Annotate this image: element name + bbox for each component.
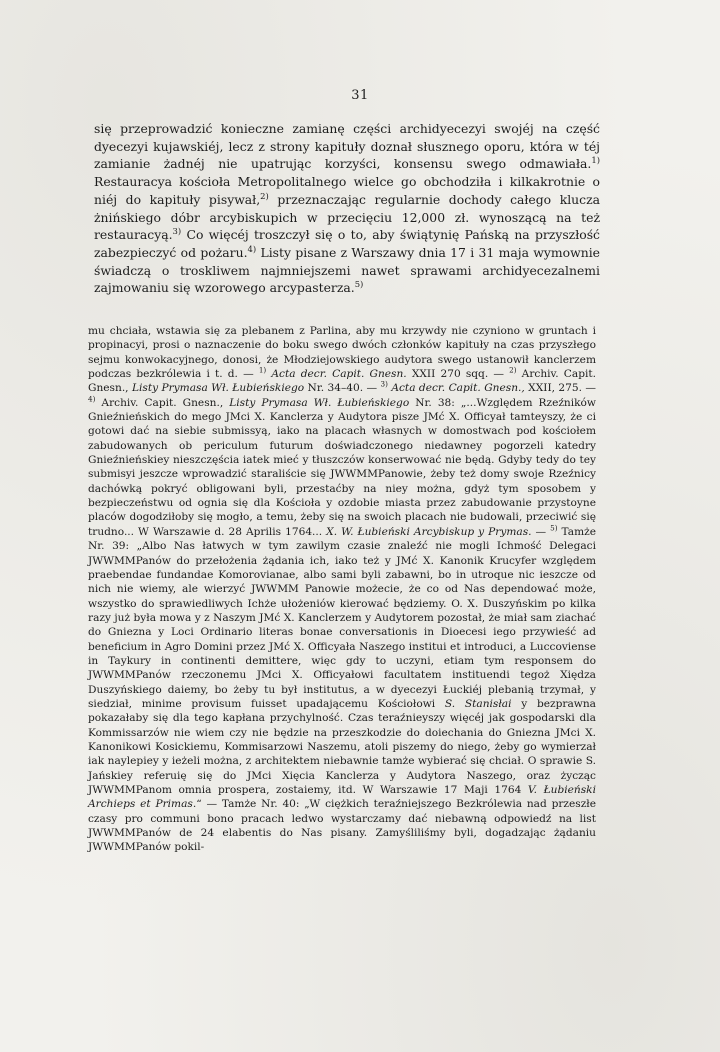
footnote-text: —: [531, 525, 551, 538]
footnote-text: Nr. 34–40. —: [304, 382, 381, 395]
footnote-text: Archiv. Capit. Gnesn.,: [88, 368, 597, 395]
footnote-continuation: mu chciała, wstawia się za plebanem z Parlina, aby mu krzywdy nie czyniono w gruntach i propinacyi, prosi o naznaczenie do boku swego dwóch członków kapituły na czas przyszłego sejmu konwokacyjnego, donosi, że Młodziejowskiego audytora swego ustanowił kanclerzem podczas bezkrólewia i t. d. —: [88, 325, 596, 381]
main-sentence-5: Listy pisane z Warszawy dnia 17 i 31 maja wymownie świadczą o troskliwem najmniejszemi nawet sprawami archidyecezalnemi zajmowaniu się wzorowego arcypasterza.: [94, 244, 600, 296]
footnote-quote: Nr. 38: „...Względem Rzeźników Gnieźnieńskich do mego JMci X. Kanclerza y Audytora pisze JMć X. Officyał tamteyszy, że ci gotowi dać na siebie submissyą, iako na placach własnych w domostwach pod kościołem zabudowanych ob periculum futurum doświadczonego niedawney pogorzeli katedry Gnieźnieńskiey nieszczęścia iatek mieć y tłuszczów konserwować nie będą. Gdyby tedy do tey submisyi jeszcze wprowadzić staraliście się JWWMMPanowie, żeby też domy swoje Rzeźnicy dachówką pokryć obligowani byli, przestaćby na niey można, gdyż tym sposobem y bezpieczeństwu od ognia się dla Kościoła y ozdobie miasta przez zabudowanie przystoyne placów dogodziłoby się mogło, a temu, żeby się na swoich placach nie budowali, przeciwić się trudno... W Warszawie d. 28 Aprilis 1764...: [88, 396, 597, 538]
page-number: 31: [351, 88, 369, 103]
footnote-citation: Acta decr. Capit. Gnesn.: [266, 368, 407, 381]
footnote-ref-5: 5): [354, 279, 364, 290]
footnote-marker-5: 5): [550, 523, 558, 533]
footnote-quote: Tamże Nr. 39: „Albo Nas łatwych w tym zawilym czasie znaleźć nie mogli Ichmość Delegaci JWWMMPanów do przełożenia żądania ich, iako też y JMć X. Kanonik Krucyfer względem praebendae fundandae Komorovianae, albo sami byli zabawni, bo in utroque nic ieszcze od nich nie wiemy, ale wierzyć JWWMM Panowie możecie, że co od Nas dependować może, wszystko do sprawiedliwych Ichże ułożeniów kierować będziemy. O. X. Duszyńskim po kilka razy już była mowa y z Naszym JMć X. Kanclerzem y Audytorem pozostał, że miał sam ziachać do Gniezna y Loci Ordinario literas bonae conversationis in Dioecesi iego przywieść ad beneficium in Agro Domini przez JMć X. Officyała Naszego institui et introduci, a Luccoviense in Taykury in continenti demittere, więc gdy to uczyni, etiam tym responsem do JWWMMPanów rzeczonemu JMci X. Officyałowi facultatem instituendi tegoż Xiędza Duszyńskiego daiemy, bo żeby tu był institutus, a w dyecezyi Łuckiéj plebanią trzymał, y siedział, minime provisum fuisset upadającemu Kościołowi: [88, 525, 596, 710]
footnote-citation: Acta decr. Capit. Gnesn.,: [387, 382, 525, 395]
footnote-text: XXII 270 sqq. —: [406, 368, 510, 381]
footnote-citation: Listy Prymasa Wł. Łubieńskiego: [229, 396, 410, 409]
footnote-citation: Listy Prymasa Wł. Łubieńskiego: [131, 382, 305, 395]
footnote-ref-1: 1): [591, 155, 600, 166]
main-sentence-4: Co więcéj troszczył się o to, aby świątynię Pańską na przyszłość zabezpieczyć od pożaru.: [94, 227, 600, 260]
footnote-quote: y bezprawna pokazałaby się dla tego kapłana przychylność. Czas teraźnieyszy więcéj jak gospodarski dla Kommissarzów nie wiem czy nie będzie na przeszkodzie do doiechania do Gniezna JMci X. Kanonikowi Kosickiemu, Kommisarzowi Naszemu, atoli piszemy do niego, żeby go wymierzał iak naylepiey y ieżeli można, z architektem niebawnie tamże wybierać się chciał. O sprawie S. Jańskiey referuię się do JMci Xięcia Kanclerza y Audytora Naszego, oraz życząc JWWMMPanom omnia prospera, zostaiemy, itd. W Warszawie 17 Maji 1764: [88, 697, 596, 796]
footnote-marker-2: 2): [509, 365, 517, 375]
footnote-signature: V. Łubieński Archieps et Primas.: [88, 784, 596, 811]
footnote-text: Archiv. Capit. Gnesn.,: [95, 396, 230, 409]
footnote-citation: S. Stanisłai: [444, 697, 512, 710]
footnote-ref-2: 2): [260, 190, 269, 201]
footnotes-block: [88, 324, 596, 855]
footnote-ref-4: 4): [247, 243, 257, 254]
footnote-text: XXII, 275. —: [524, 382, 597, 395]
footnote-marker-4: 4): [88, 394, 96, 404]
footnote-marker-3: 3): [380, 379, 388, 389]
footnote-marker-1: 1): [258, 365, 267, 375]
main-sentence-3: przeznaczając regularnie dochody całego klucza żnińskiego dóbr arcybiskupich w przecięciu 12,000 zł. wynoszącą na też restauracyą.: [94, 191, 600, 243]
main-sentence-1: się przeprowadzić konieczne zamianę części archidyecezyi swojéj na część dyecezyi kujawskiéj, lecz z strony kapituły doznał słusznego oporu, która w téj zamianie żadnéj nie upatrując korzyści, konsensu swego odmawiała.: [94, 121, 600, 172]
footnote-quote: “ — Tamże Nr. 40: „W ciężkich teraźniejszego Bezkrólewia nad przeszłe czasy pro communi bono pracach ledwo wystarczamy dać niebawną odpowiedź na list JWWMMPanów de 24 elabentis do Nas pisany. Zamyśliliśmy byli, dogadzając żądaniu JWWMMPanów pokil-: [88, 798, 596, 854]
main-sentence-2: Restauracya kościoła Metropolitalnego wielce go obchodziła i kilkakrotnie o niéj do kapituły pisywał,: [94, 174, 600, 207]
footnote-signature: X. W. Łubieński Arcybiskup y Prymas.: [326, 525, 532, 538]
footnote-ref-3: 3): [172, 226, 182, 237]
main-body-text: [94, 120, 600, 297]
